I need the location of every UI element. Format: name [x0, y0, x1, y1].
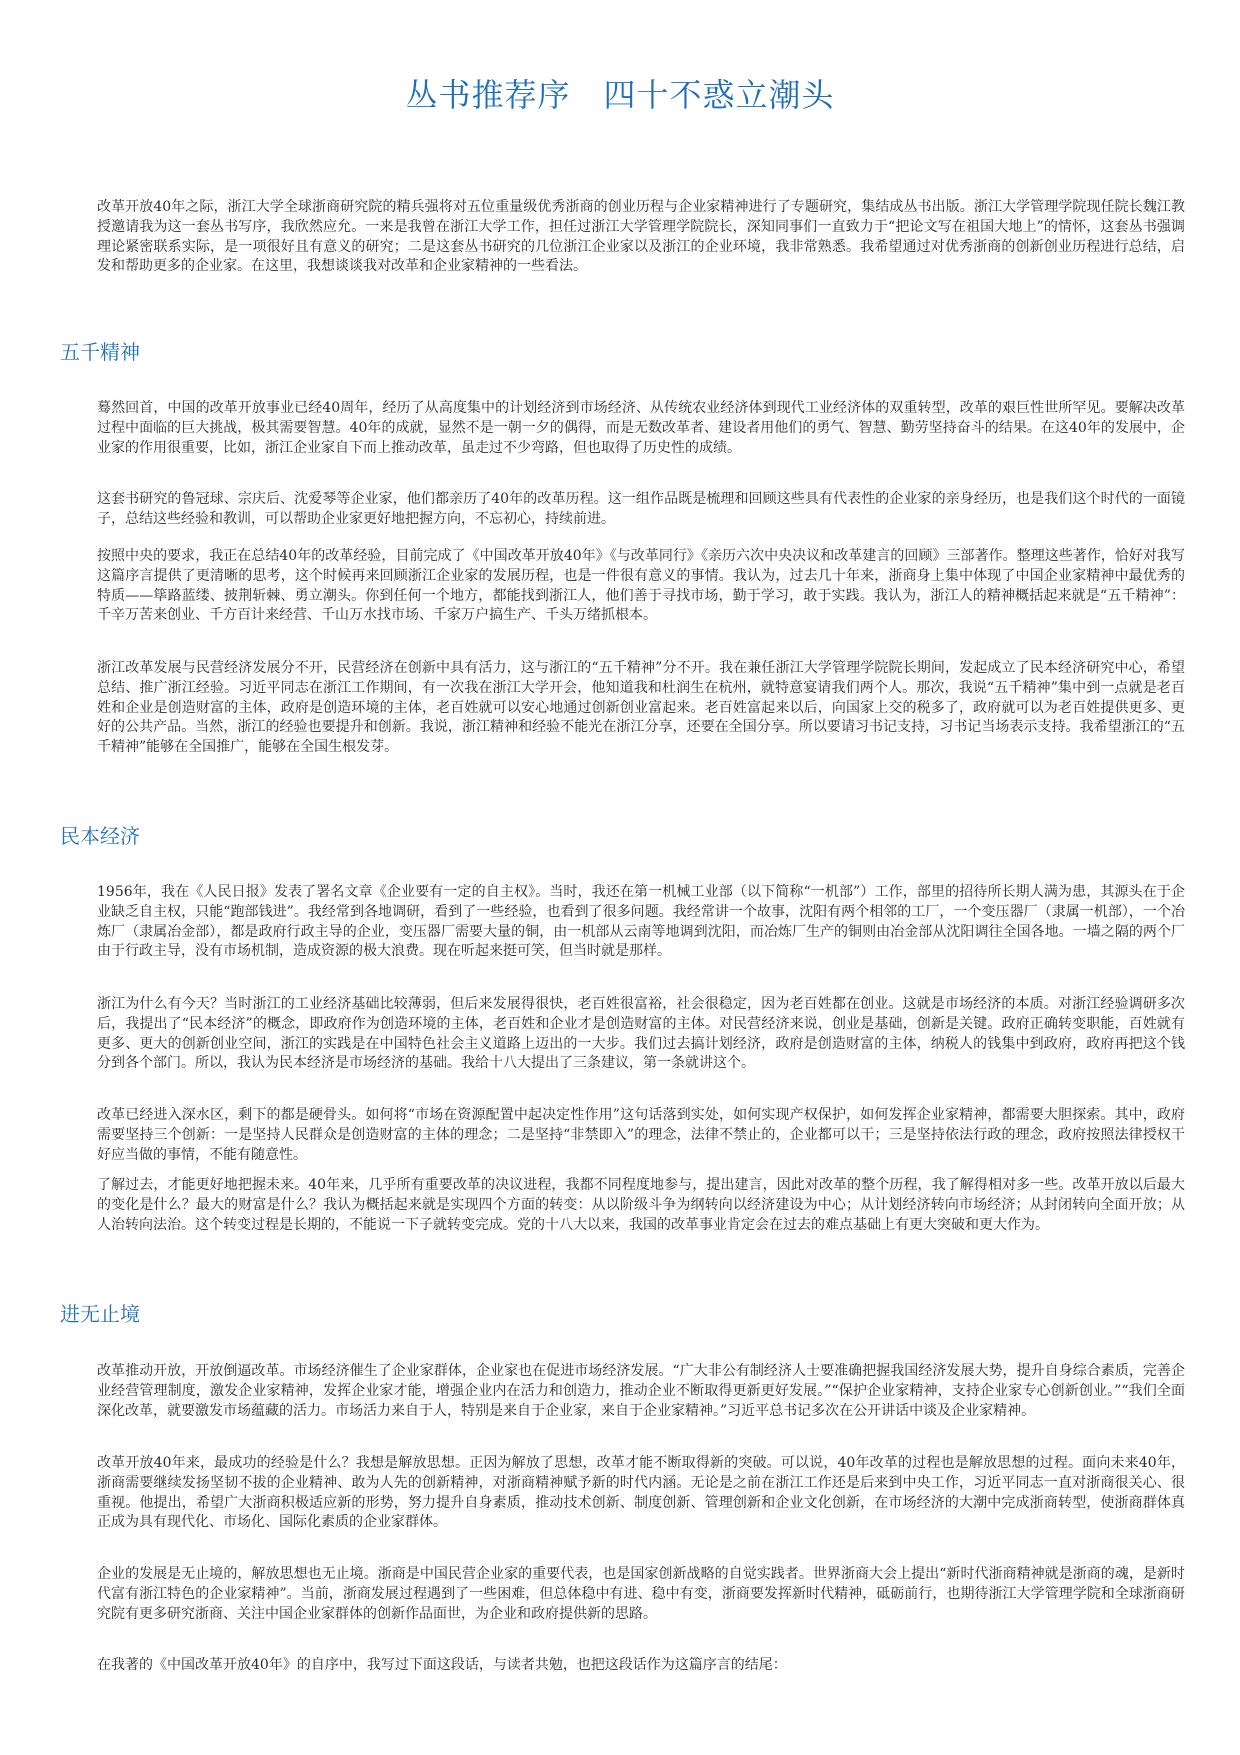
intro-paragraph: 改革开放40年之际，浙江大学全球浙商研究院的精兵强将对五位重量级优秀浙商的创业历程与企业家精神进行了专题研究，集结成丛书出版。浙江大学管理学院现任院长魏江教授邀请我为这一套丛书写序，我欣然应允。一来是我曾在浙江大学工作，担任过浙江大学管理学院院长，深知同事们一直致力于“把论文写在祖国大地上”的情怀，这套丛书强调理论紧密联系实际，是一项很好且有意义的研究；二是这套丛书研究的几位浙江企业家以及浙江的企业环境，我非常熟悉。我希望通过对优秀浙商的创新创业历程进行总结，启发和帮助更多的企业家。在这里，我想谈谈我对改革和企业家精神的一些看法。: [97, 199, 1185, 275]
page-title: 丛书推荐序 四十不惑立潮头: [405, 76, 835, 114]
minben-paragraph-3: 改革已经进入深水区，剩下的都是硬骨头。如何将“市场在资源配置中起决定性作用”这句话落到实处，如何实现产权保护，如何发挥企业家精神，都需要大胆探索。其中，政府需要坚持三个创新：一是坚持人民群众是创造财富的主体的理念；二是坚持“非禁即入”的理念，法律不禁止的，企业都可以干；三是坚持依法行政的理念，政府按照法律授权干好应当做的事情，不能有随意性。: [97, 1107, 1185, 1163]
jinwuzhijing-paragraph-3: 企业的发展是无止境的，解放思想也无止境。浙商是中国民营企业家的重要代表，也是国家创新战略的自觉实践者。世界浙商大会上提出“新时代浙商精神就是浙商的魂，是新时代富有浙江特色的企业家精神”。当前，浙商发展过程遇到了一些困难，但总体稳中有进、稳中有变，浙商要发挥新时代精神，砥砺前行，也期待浙江大学管理学院和全球浙商研究院有更多研究浙商、关注中国企业家群体的创新作品面世，为企业和政府提供新的思路。: [97, 1566, 1185, 1622]
wuqian-paragraph-3: 按照中央的要求，我正在总结40年的改革经验，目前完成了《中国改革开放40年》《与改革同行》《亲历六次中央决议和改革建言的回顾》三部著作。整理这些著作，恰好对我写这篇序言提供了更清晰的思考，这个时候再来回顾浙江企业家的发展历程，也是一件很有意义的事情。我认为，过去几十年来，浙商身上集中体现了中国企业家精神中最优秀的特质——筚路蓝缕、披荆斩棘、勇立潮头。你到任何一个地方，都能找到浙江人，他们善于寻找市场，勤于学习，敢于实践。我认为，浙江人的精神概括起来就是“五千精神”：千辛万苦来创业、千方百计来经营、千山万水找市场、千家万户搞生产、千头万绪抓根本。: [97, 548, 1185, 624]
jinwuzhijing-paragraph-1: 改革推动开放，开放倒逼改革。市场经济催生了企业家群体，企业家也在促进市场经济发展。“广大非公有制经济人士要准确把握我国经济发展大势，提升自身综合素质，完善企业经营管理制度，激发企业家精神，发挥企业家才能，增强企业内在活力和创造力，推动企业不断取得更新更好发展。”“保护企业家精神，支持企业家专心创新创业。”“我们全面深化改革，就要激发市场蕴藏的活力。市场活力来自于人，特别是来自于企业家，来自于企业家精神。”习近平总书记多次在公开讲话中谈及企业家精神。: [97, 1363, 1185, 1419]
jinwuzhijing-paragraph-2: 改革开放40年来，最成功的经验是什么？我想是解放思想。正因为解放了思想，改革才能不断取得新的突破。可以说，40年改革的过程也是解放思想的过程。面向未来40年，浙商需要继续发扬坚韧不拔的企业精神、敢为人先的创新精神，对浙商精神赋予新的时代内涵。无论是之前在浙江工作还是后来到中央工作，习近平同志一直对浙商很关心、很重视。他提出，希望广大浙商积极适应新的形势，努力提升自身素质，推动技术创新、制度创新、管理创新和企业文化创新，在市场经济的大潮中完成浙商转型，使浙商群体真正成为具有现代化、市场化、国际化素质的企业家群体。: [97, 1455, 1185, 1531]
wuqian-paragraph-4: 浙江改革发展与民营经济发展分不开，民营经济在创新中具有活力，这与浙江的“五千精神”分不开。我在兼任浙江大学管理学院院长期间，发起成立了民本经济研究中心，希望总结、推广浙江经验。习近平同志在浙江工作期间，有一次我在浙江大学开会，他知道我和杜润生在杭州，就特意宴请我们两个人。那次，我说“五千精神”集中到一点就是老百姓和企业是创造财富的主体，政府是创造环境的主体，老百姓就可以安心地通过创新创业富起来。老百姓富起来以后，向国家上交的税多了，政府就可以为老百姓提供更多、更好的公共产品。当然，浙江的经验也要提升和创新。我说，浙江精神和经验不能光在浙江分享，还要在全国分享。所以要请习书记支持，习书记当场表示支持。我希望浙江的“五千精神”能够在全国推广，能够在全国生根发芽。: [97, 660, 1185, 756]
section-heading-jinwuzhijing: 进无止境: [60, 1302, 140, 1326]
minben-paragraph-4: 了解过去，才能更好地把握未来。40年来，几乎所有重要改革的决议进程，我都不同程度地参与，提出建言，因此对改革的整个历程，我了解得相对多一些。改革开放以后最大的变化是什么？最大的财富是什么？我认为概括起来就是实现四个方面的转变：从以阶级斗争为纲转向以经济建设为中心；从计划经济转向市场经济；从封闭转向全面开放；从人治转向法治。这个转变过程是长期的，不能说一下子就转变完成。党的十八大以来，我国的改革事业肯定会在过去的难点基础上有更大突破和更大作为。: [97, 1177, 1185, 1233]
wuqian-paragraph-1: 蓦然回首，中国的改革开放事业已经40周年，经历了从高度集中的计划经济到市场经济、从传统农业经济体到现代工业经济体的双重转型，改革的艰巨性世所罕见。要解决改革过程中面临的巨大挑战，极其需要智慧。40年的成就，显然不是一朝一夕的偶得，而是无数改革者、建设者用他们的勇气、智慧、勤劳坚持奋斗的结果。在这40年的发展中，企业家的作用很重要，比如，浙江企业家自下而上推动改革，虽走过不少弯路，但也取得了历史性的成绩。: [97, 400, 1185, 456]
section-heading-wuqian: 五千精神: [60, 340, 140, 364]
minben-paragraph-1: 1956年，我在《人民日报》发表了署名文章《企业要有一定的自主权》。当时，我还在第一机械工业部（以下简称“一机部”）工作，部里的招待所长期人满为患，其源头在于企业缺乏自主权，只能“跑部钱进”。我经常到各地调研，看到了一些经验，也看到了很多问题。我经常讲一个故事，沈阳有两个相邻的工厂，一个变压器厂（隶属一机部），一个冶炼厂（隶属冶金部），都是政府行政主导的企业，变压器厂需要大量的铜，由一机部从云南等地调到沈阳，而冶炼厂生产的铜则由冶金部从沈阳调往全国各地。一墙之隔的两个厂由于行政主导，没有市场机制，造成资源的极大浪费。现在听起来挺可笑，但当时就是那样。: [97, 884, 1185, 960]
section-heading-minben: 民本经济: [60, 824, 140, 848]
minben-paragraph-2: 浙江为什么有今天？当时浙江的工业经济基础比较薄弱，但后来发展得很快，老百姓很富裕，社会很稳定，因为老百姓都在创业。这就是市场经济的本质。对浙江经验调研多次后，我提出了“民本经济”的概念，即政府作为创造环境的主体，老百姓和企业才是创造财富的主体。对民营经济来说，创业是基础，创新是关键。政府正确转变职能，百姓就有更多、更大的创新创业空间，浙江的实践是在中国特色社会主义道路上迈出的一大步。我们过去搞计划经济，政府是创造财富的主体，纳税人的钱集中到政府，政府再把这个钱分到各个部门。所以，我认为民本经济是市场经济的基础。我给十八大提出了三条建议，第一条就讲这个。: [97, 996, 1185, 1072]
jinwuzhijing-paragraph-4: 在我著的《中国改革开放40年》的自序中，我写过下面这段话，与读者共勉，也把这段话作为这篇序言的结尾：: [97, 1657, 787, 1673]
wuqian-paragraph-2: 这套书研究的鲁冠球、宗庆后、沈爱琴等企业家，他们都亲历了40年的改革历程。这一组作品既是梳理和回顾这些具有代表性的企业家的亲身经历，也是我们这个时代的一面镜子，总结这些经验和教训，可以帮助企业家更好地把握方向，不忘初心，持续前进。: [97, 491, 1185, 527]
